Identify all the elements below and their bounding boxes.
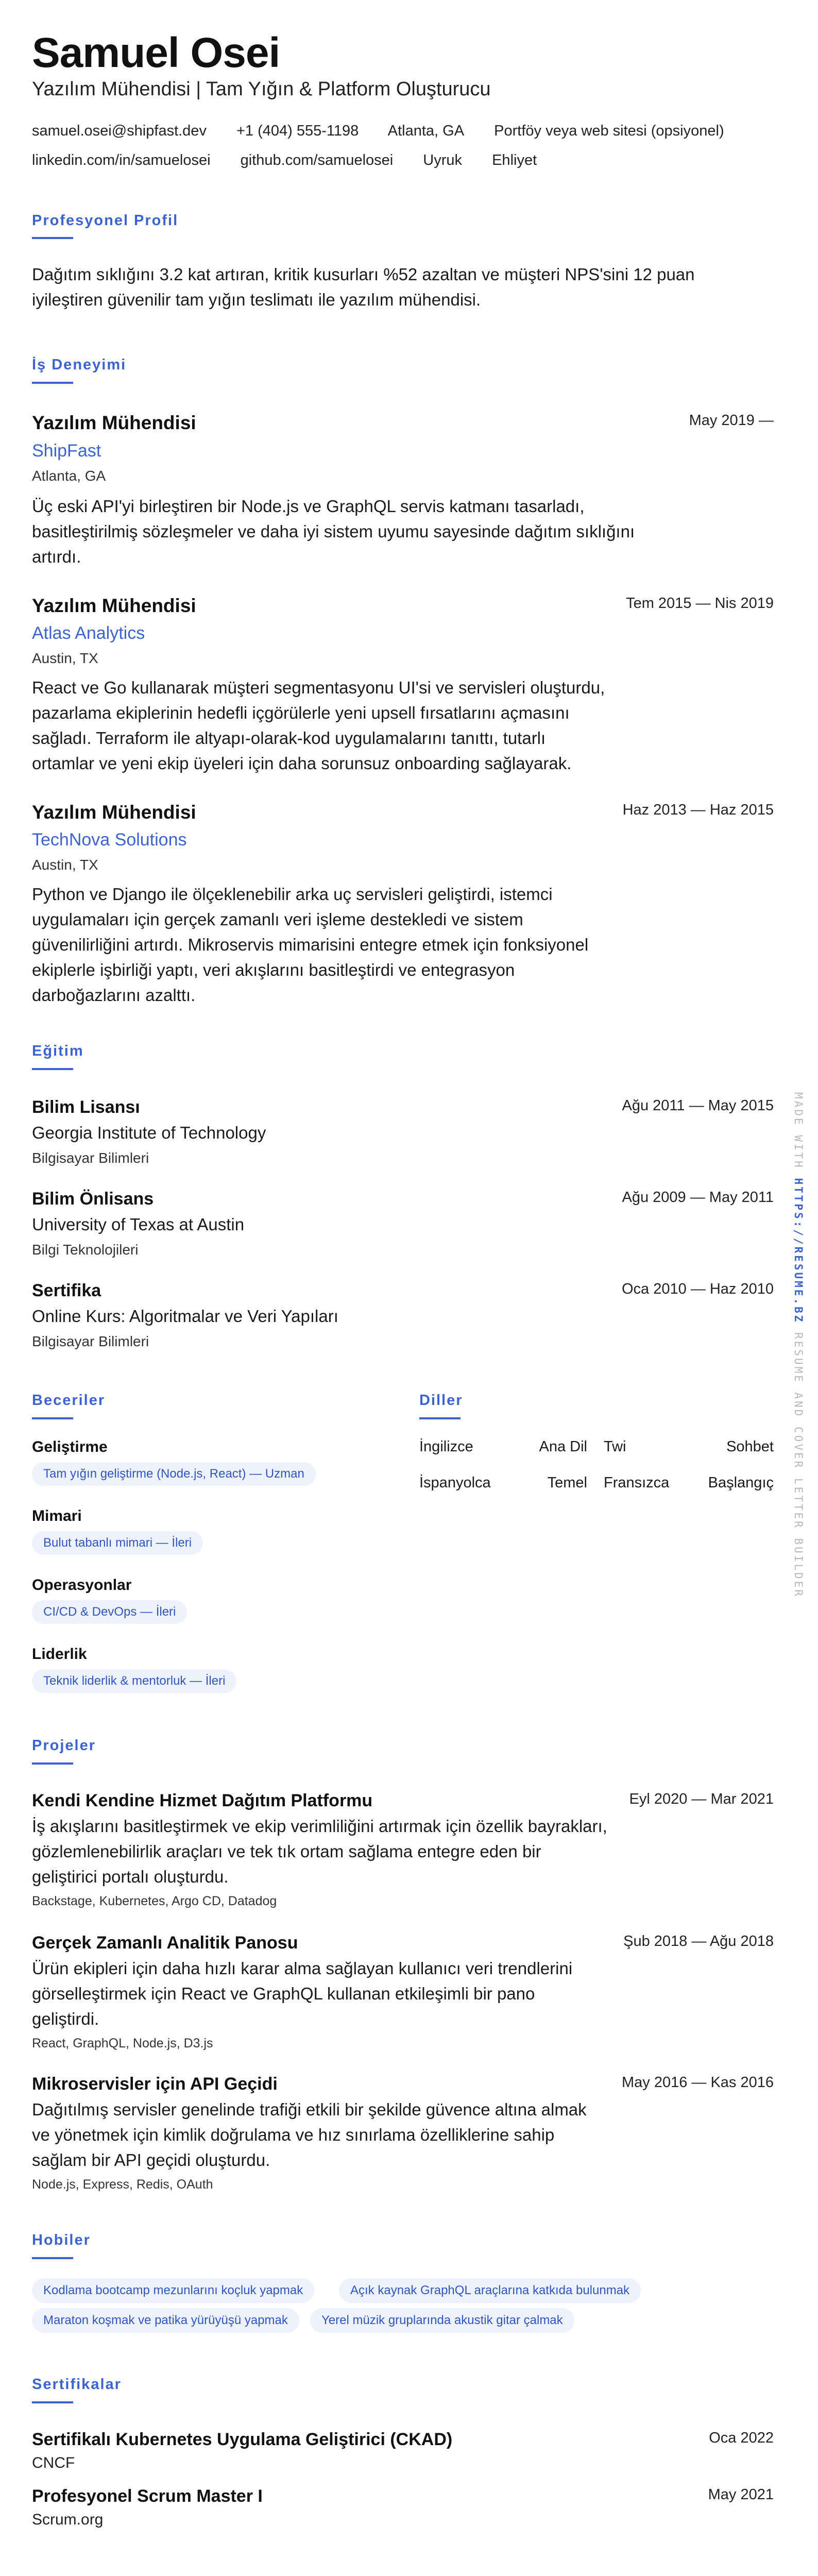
job-description-line: pazarlama ekiplerinin hedefli içgörülerle yeni upsell fırsatlarını açmasını [32, 703, 570, 722]
education-date: Oca 2010 — Haz 2010 [621, 1281, 774, 1297]
section-rule [32, 2401, 73, 2403]
contact-line-2 [32, 152, 774, 169]
job-description-line: Python ve Django ile ölçeklenebilir arka uç servisleri geliştirdi, istemci [32, 885, 553, 904]
skill-category: Operasyonlar [32, 1577, 132, 1594]
contact-location: Atlanta, GA [387, 123, 465, 139]
job-description-line: Üç eski API'yi birleştiren bir Node.js ve GraphQL servis katmanı tasarladı, [32, 497, 585, 516]
certification-name: Profesyonel Scrum Master I [32, 2486, 263, 2506]
language-level: Ana Dil [539, 1438, 587, 1455]
project-description-line: geliştirici portalı oluşturdu. [32, 1867, 229, 1886]
education-school: Online Kurs: Algoritmalar ve Veri Yapıları [32, 1307, 338, 1326]
certification-name: Sertifikalı Kubernetes Uygulama Geliştirici (CKAD) [32, 2430, 453, 2449]
section-rule [32, 237, 73, 239]
education-date: Ağu 2009 — May 2011 [622, 1189, 774, 1206]
section-title-projects: Projeler [32, 1737, 96, 1754]
section-title-hobbies: Hobiler [32, 2232, 91, 2248]
job-title: Yazılım Mühendisi [32, 412, 196, 433]
section-rule [32, 1068, 73, 1070]
project-description-line: gözlemlenebilirlik araçları ve tek tık ortam sağlama entegre eden bir [32, 1842, 541, 1861]
section-title-profile: Profesyonel Profil [32, 212, 179, 229]
hobby-chip: Yerel müzik gruplarında akustik gitar çalmak [310, 2308, 574, 2333]
project-date: May 2016 — Kas 2016 [621, 2074, 774, 2091]
project-description-line: geliştirdi. [32, 2009, 99, 2028]
certification-issuer: CNCF [32, 2454, 75, 2471]
skill-category: Geliştirme [32, 1438, 108, 1455]
skill-category: Mimari [32, 1507, 82, 1524]
hobby-chip: Açık kaynak GraphQL araçlarına katkıda bulunmak [339, 2278, 641, 2303]
section-rule [419, 1417, 461, 1419]
language-name: Twi [604, 1438, 626, 1455]
education-degree: Bilim Önlisans [32, 1189, 154, 1209]
section-title-education: Eğitim [32, 1043, 84, 1059]
contact-nationality: Uyruk [423, 152, 463, 168]
project-description-line: ve yönetmek için kimlik doğrulama ve hız sınırlama özelliklerine sahip [32, 2125, 555, 2144]
language-level: Sohbet [726, 1438, 774, 1455]
project-title: Gerçek Zamanlı Analitik Panosu [32, 1933, 298, 1953]
education-field: Bilgisayar Bilimleri [32, 1333, 149, 1349]
profile-line: Dağıtım sıklığını 3.2 kat artıran, kritik kusurları %52 azaltan ve müşteri NPS'sini 12 puan [32, 265, 695, 284]
contact-email[interactable]: samuel.osei@shipfast.dev [32, 123, 207, 139]
job-title: Yazılım Mühendisi [32, 595, 196, 616]
skill-chip: CI/CD & DevOps — İleri [32, 1600, 187, 1624]
education-school: University of Texas at Austin [32, 1215, 245, 1234]
project-tech: Backstage, Kubernetes, Argo CD, Datadog [32, 1894, 277, 1908]
certification-issuer: Scrum.org [32, 2511, 104, 2528]
job-date: May 2019 — [689, 412, 774, 429]
project-description-line: İş akışlarını basitleştirmek ve ekip verimliliğini artırmak için özellik bayrakları, [32, 1817, 607, 1836]
language-level: Temel [547, 1475, 587, 1491]
section-title-certifications: Sertifikalar [32, 2376, 122, 2393]
language-name: İspanyolca [419, 1475, 491, 1491]
education-degree: Bilim Lisansı [32, 1097, 140, 1117]
contact-linkedin[interactable]: linkedin.com/in/samuelosei [32, 152, 211, 168]
job-description-line: sağladı. Terraform ile altyapı-olarak-kod uygulamalarını tanıttı, tutarlı [32, 728, 546, 748]
education-school: Georgia Institute of Technology [32, 1123, 266, 1142]
watermark-suffix: RESUME AND COVER LETTER BUILDER [792, 1324, 805, 1598]
certification-date: Oca 2022 [709, 2430, 774, 2446]
job-description-line: ortamlar ve yeni ekip üyeleri için daha sorunsuz onboarding sağlayarak. [32, 754, 572, 773]
contact-website[interactable]: Portföy veya web sitesi (opsiyonel) [494, 123, 724, 139]
profile-line: iyileştiren güvenilir tam yığın teslimatı ile yazılım mühendisi. [32, 290, 481, 309]
job-description-line: ekiplerle işbirliği yaptı, veri akışlarını basitleştirdi ve entegrasyon [32, 960, 515, 979]
project-title: Mikroservisler için API Geçidi [32, 2074, 278, 2094]
job-location: Atlanta, GA [32, 468, 106, 484]
job-description-line: artırdı. [32, 547, 81, 566]
project-description-line: görselleştirmek için React ve GraphQL kullanan etkileşimli bir pano [32, 1984, 535, 2003]
project-tech: Node.js, Express, Redis, OAuth [32, 2177, 213, 2192]
job-title: Yazılım Mühendisi [32, 802, 196, 823]
section-rule [32, 1762, 73, 1765]
language-name: Fransızca [604, 1475, 670, 1491]
builder-watermark [792, 1092, 805, 1598]
hobby-chip: Kodlama bootcamp mezunlarını koçluk yapmak [32, 2278, 314, 2303]
language-name: İngilizce [419, 1438, 473, 1455]
skill-chip: Tam yığın geliştirme (Node.js, React) — Uzman [32, 1462, 316, 1486]
project-description-line: Ürün ekipleri için daha hızlı karar alma sağlayan kullanıcı veri trendlerini [32, 1959, 573, 1978]
language-level: Başlangıç [708, 1475, 774, 1491]
job-description-line: darboğazlarını azalttı. [32, 986, 196, 1005]
project-description-line: Dağıtılmış servisler genelinde trafiği etkili bir şekilde güvence altına almak [32, 2100, 587, 2119]
skill-chip: Bulut tabanlı mimari — İleri [32, 1531, 203, 1555]
contact-phone[interactable]: +1 (404) 555-1198 [236, 123, 359, 139]
watermark-link[interactable]: HTTPS://RESUME.BZ [792, 1178, 805, 1324]
job-location: Austin, TX [32, 857, 98, 873]
job-description-line: güvenilirliğini artırdı. Mikroservis mimarisini entegre etmek için fonksiyonel [32, 935, 589, 954]
headline: Yazılım Mühendisi | Tam Yığın & Platform Oluşturucu [32, 78, 491, 100]
certification-date: May 2021 [708, 2486, 774, 2503]
section-title-languages: Diller [419, 1392, 463, 1409]
job-description-line: React ve Go kullanarak müşteri segmentasyonu UI'si ve servisleri oluşturdu, [32, 678, 605, 697]
education-date: Ağu 2011 — May 2015 [622, 1097, 774, 1114]
contact-license: Ehliyet [492, 152, 537, 168]
job-date: Tem 2015 — Nis 2019 [626, 595, 774, 612]
skill-category: Liderlik [32, 1646, 87, 1663]
section-rule [32, 2257, 73, 2259]
job-company: TechNova Solutions [32, 830, 187, 850]
job-company: Atlas Analytics [32, 623, 145, 643]
job-location: Austin, TX [32, 650, 98, 666]
contact-github[interactable]: github.com/samuelosei [240, 152, 394, 168]
section-title-experience: İş Deneyimi [32, 357, 127, 373]
section-title-skills: Beceriler [32, 1392, 106, 1409]
watermark-prefix: MADE WITH [792, 1092, 805, 1178]
job-date: Haz 2013 — Haz 2015 [622, 802, 774, 818]
section-rule [32, 1417, 73, 1419]
project-description-line: sağlam bir API geçidi oluşturdu. [32, 2150, 270, 2170]
full-name: Samuel Osei [32, 29, 280, 76]
section-rule [32, 382, 73, 384]
education-degree: Sertifika [32, 1281, 101, 1300]
project-title: Kendi Kendine Hizmet Dağıtım Platformu [32, 1791, 373, 1810]
project-tech: React, GraphQL, Node.js, D3.js [32, 2036, 213, 2050]
job-description-line: basitleştirilmiş sözleşmeler ve daha iyi sistem uyumu sayesinde dağıtım sıklığını [32, 522, 635, 541]
education-field: Bilgisayar Bilimleri [32, 1150, 149, 1166]
hobby-chip: Maraton koşmak ve patika yürüyüşü yapmak [32, 2308, 299, 2333]
education-field: Bilgi Teknolojileri [32, 1242, 139, 1258]
project-date: Eyl 2020 — Mar 2021 [629, 1791, 774, 1807]
job-company: ShipFast [32, 441, 101, 461]
contact-line-1 [32, 123, 774, 140]
job-description-line: uygulamaları için gerçek zamanlı veri işleme destekledi ve sistem [32, 910, 523, 929]
project-date: Şub 2018 — Ağu 2018 [623, 1933, 774, 1950]
skill-chip: Teknik liderlik & mentorluk — İleri [32, 1669, 236, 1693]
